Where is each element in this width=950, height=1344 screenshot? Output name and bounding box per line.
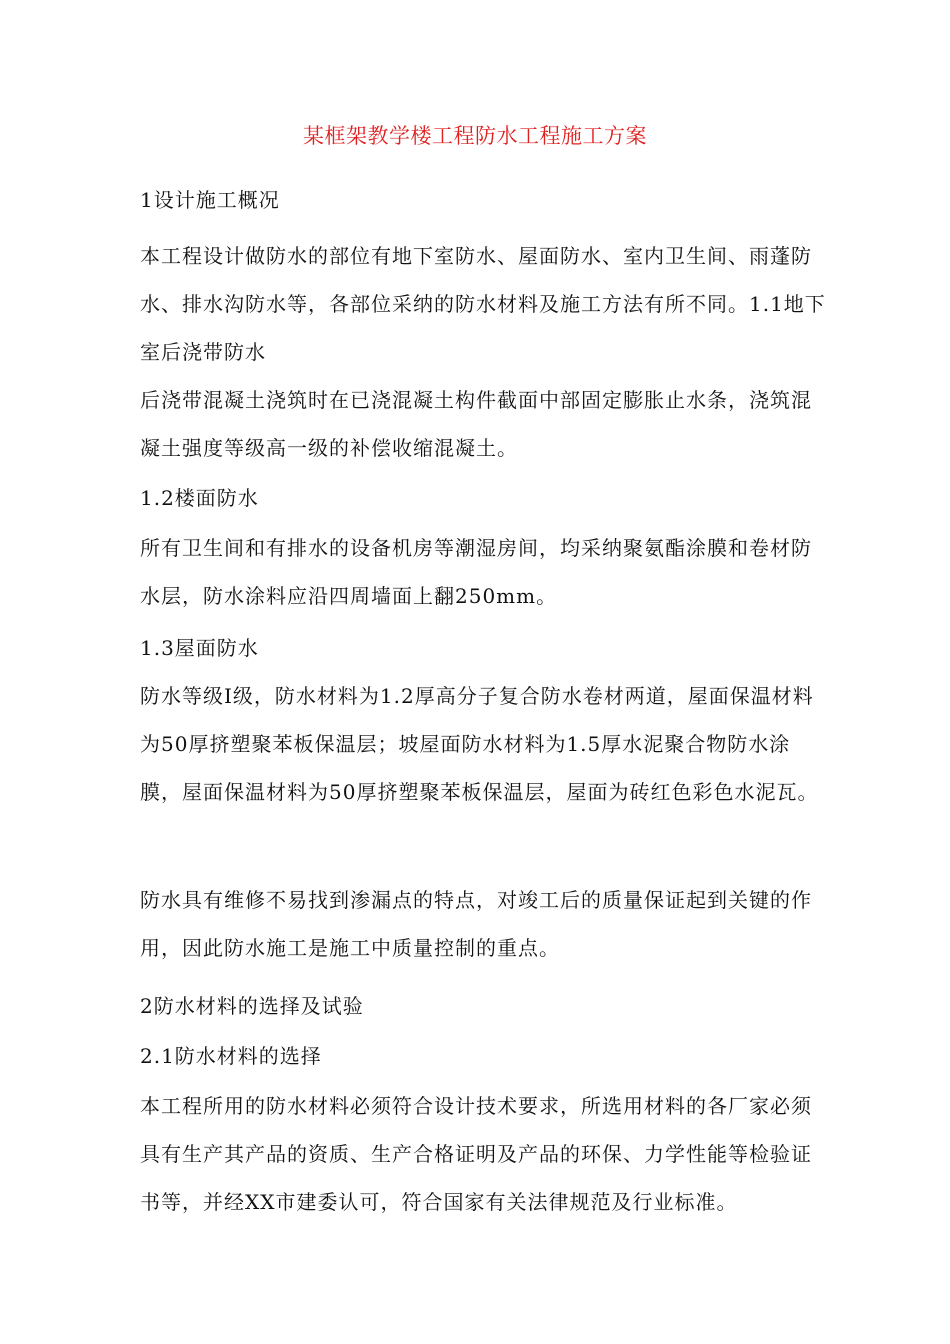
section-heading-2: 2防水材料的选择及试验	[140, 994, 364, 1018]
paragraph-roof-waterproofing: 防水等级I级，防水材料为1.2厚高分子复合防水卷材两道，屋面保温材料为50厚挤塑聚苯板保温层；坡屋面防水材料为1.5厚水泥聚合物防水涂膜，屋面保温材料为50厚挤塑聚苯板保温层，屋面为砖红色彩色水泥瓦。	[140, 684, 819, 804]
paragraph-overview: 本工程设计做防水的部位有地下室防水、屋面防水、室内卫生间、雨蓬防水、排水沟防水等，各部位采纳的防水材料及施工方法有所不同。1.1地下室后浇带防水	[140, 244, 826, 364]
paragraph-quality-importance: 防水具有维修不易找到渗漏点的特点，对竣工后的质量保证起到关键的作用，因此防水施工是施工中质量控制的重点。	[140, 888, 812, 960]
document-title: 某框架教学楼工程防水工程施工方案	[303, 124, 647, 148]
paragraph-material-selection: 本工程所用的防水材料必须符合设计技术要求，所选用材料的各厂家必须具有生产其产品的资质、生产合格证明及产品的环保、力学性能等检验证书等，并经XX市建委认可，符合国家有关法律规范及行业标准。	[140, 1094, 812, 1214]
section-heading-1-2: 1.2楼面防水	[140, 486, 259, 510]
section-heading-2-1: 2.1防水材料的选择	[140, 1044, 322, 1068]
paragraph-post-pour-strip: 后浇带混凝土浇筑时在已浇混凝土构件截面中部固定膨胀止水条，浇筑混凝土强度等级高一级的补偿收缩混凝土。	[140, 388, 812, 460]
section-heading-1: 1设计施工概况	[140, 188, 280, 212]
paragraph-floor-waterproofing: 所有卫生间和有排水的设备机房等潮湿房间，均采纳聚氨酯涂膜和卷材防水层，防水涂料应沿四周墙面上翻250mm。	[140, 536, 812, 608]
section-heading-1-3: 1.3屋面防水	[140, 636, 259, 660]
